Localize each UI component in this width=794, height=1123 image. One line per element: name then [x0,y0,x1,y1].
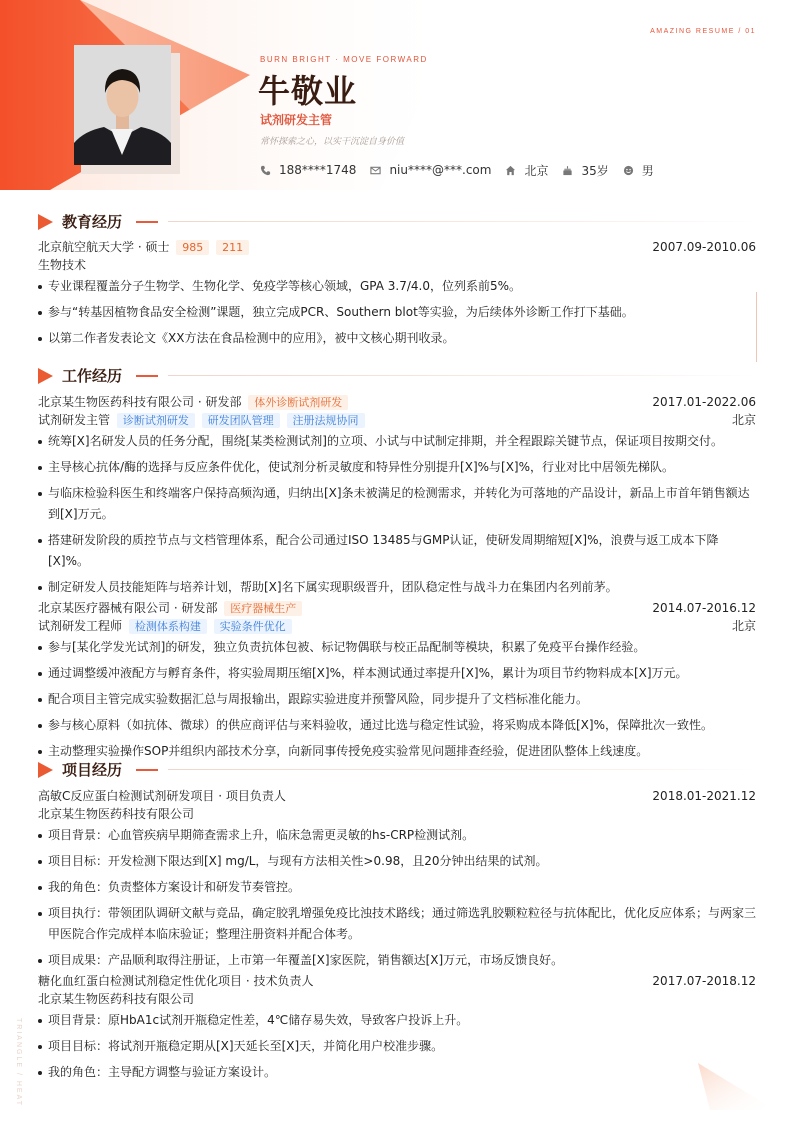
dept-tag: 体外诊断试剂研发 [248,395,348,410]
company: 北京某医疗器械有限公司 · 研发部 [38,601,218,615]
major: 生物技术 [38,258,87,272]
contact-phone: 188****1748 [260,163,356,177]
position: 试剂研发主管 [38,413,111,427]
job-period: 2017.01-2022.06 [652,395,756,409]
smile-icon [623,165,634,176]
list-item: 我的角色：负责整体方案设计和研发节奏管控。 [38,877,756,898]
job-header [38,599,756,617]
section-divider [168,221,756,222]
section-divider [168,375,756,376]
contact-city: 北京 [505,162,548,179]
section-dash [136,221,158,223]
job-bullets [38,431,756,598]
skill-tag: 实验条件优化 [214,619,292,634]
list-item: 搭建研发阶段的质控节点与文档管理体系，配合公司通过ISO 13485与GMP认证，使研发周期缩短[X]%，浪费与返工成本下降[X]%。 [38,530,756,572]
education-bullets [38,276,756,349]
contact-gender: 男 [623,162,654,179]
job-city: 北京 [731,413,756,427]
triangle-icon [38,762,53,778]
avatar [74,45,171,165]
page-tag: AMAZING RESUME / 01 [650,28,756,35]
skill-tag: 诊断试剂研发 [117,413,195,428]
project-bullets [38,1010,756,1083]
list-item: 项目成果：产品顺利取得注册证，上市第一年覆盖[X]家医院，销售额达[X]万元，市场反馈良好。 [38,950,756,971]
project-period: 2018.01-2021.12 [652,789,756,803]
project-org: 北京某生物医药科技有限公司 [38,992,195,1006]
education-section [38,212,756,354]
section-dash [136,375,158,377]
school-name: 北京航空航天大学 · 硕士 [38,240,170,254]
school-row [38,238,756,256]
home-icon [505,165,516,176]
contact-email: niu****@***.com [370,163,491,177]
job-period: 2014.07-2016.12 [652,601,756,615]
skill-tag: 研发团队管理 [202,413,280,428]
major-row [38,256,756,274]
project-org-row [38,805,756,823]
list-item: 通过调整缓冲液配方与孵育条件，将实验周期压缩[X]%，样本测试通过率提升[X]%，累计为项目节约物料成本[X]万元。 [38,663,756,684]
triangle-icon [38,214,53,230]
dept-tag: 医疗器械生产 [224,601,302,616]
skill-tag: 注册法规协同 [287,413,365,428]
contact-age: 35岁 [562,162,608,179]
list-item: 我的角色：主导配方调整与验证方案设计。 [38,1062,756,1083]
list-item: 配合项目主管完成实验数据汇总与周报输出，跟踪实验进度并预警风险，同步提升了文档标准化能力。 [38,689,756,710]
section-header [38,760,756,780]
position: 试剂研发工程师 [38,619,123,633]
section-header [38,366,756,386]
project-header [38,972,756,990]
phone-icon [260,165,271,176]
section-title: 教育经历 [62,213,123,231]
section-divider [168,769,756,770]
project-header [38,787,756,805]
target-role: 试剂研发主管 [260,113,333,127]
list-item: 项目背景：原HbA1c试剂开瓶稳定性差，4℃储存易失效，导致客户投诉上升。 [38,1010,756,1031]
motto: BURN BRIGHT · MOVE FORWARD [260,55,428,64]
list-item: 参与[某化学发光试剂]的研发，独立负责抗体包被、标记物偶联与校正品配制等模块，积累了免疫平台操作经验。 [38,637,756,658]
section-header [38,212,756,232]
section-title: 项目经历 [62,761,123,779]
list-item: 参与核心原料（如抗体、微球）的供应商评估与来料验收，通过比选与稳定性试验，将采购成本降低[X]%，保障批次一致性。 [38,715,756,736]
job-header [38,393,756,411]
accent-vertical-line [756,292,757,362]
list-item: 制定研发人员技能矩阵与培养计划，帮助[X]名下属实现职级晋升，团队稳定性与战斗力在集团内名列前茅。 [38,577,756,598]
list-item: 项目目标：将试剂开瓶稳定期从[X]天延长至[X]天，并简化用户校准步骤。 [38,1036,756,1057]
list-item: 以第二作者发表论文《XX方法在食品检测中的应用》，被中文核心期刊收录。 [38,328,756,349]
project-org-row [38,990,756,1008]
slogan: 常怀探索之心，以实干沉淀自身价值 [260,137,405,147]
list-item: 项目背景：心血管疾病早期筛查需求上升，临床急需更灵敏的hs-CRP检测试剂。 [38,825,756,846]
candidate-name: 牛敬业 [258,72,358,110]
project-bullets [38,825,756,971]
company: 北京某生物医药科技有限公司 · 研发部 [38,395,242,409]
project-name: 高敏C反应蛋白检测试剂研发项目 · 项目负责人 [38,789,286,803]
list-item: 项目目标：开发检测下限达到[X] mg/L，与现有方法相关性>0.98，且20分钟出结果的试剂。 [38,851,756,872]
skill-tag: 检测体系构建 [129,619,207,634]
project-period: 2017.07-2018.12 [652,974,756,988]
section-title: 工作经历 [62,367,123,385]
list-item: 与临床检验科医生和终端客户保持高频沟通，归纳出[X]条未被满足的检测需求，并转化为可落地的产品设计，新品上市首年销售额达到[X]万元。 [38,483,756,525]
list-item: 主导核心抗体/酶的选择与反应条件优化，使试剂分析灵敏度和特异性分别提升[X]%与[X]%，行业对比中居领先梯队。 [38,457,756,478]
mail-icon [370,165,381,176]
project-section [38,760,756,1088]
project-name: 糖化血红蛋白检测试剂稳定性优化项目 · 技术负责人 [38,974,314,988]
job-subheader [38,411,756,429]
list-item: 参与“转基因植物食品安全检测”课题，独立完成PCR、Southern blot等实验，为后续体外诊断工作打下基础。 [38,302,756,323]
section-dash [136,769,158,771]
job-bullets [38,637,756,762]
job-subheader [38,617,756,635]
list-item: 项目执行：带领团队调研文献与竞品，确定胶乳增强免疫比浊技术路线；通过筛选乳胶颗粒粒径与抗体配比，优化反应体系；与两家三甲医院合作完成样本临床验证；整理注册资料并配合体考。 [38,903,756,945]
job-city: 北京 [731,619,756,633]
contact-bar [260,162,668,178]
work-section [38,366,756,767]
education-period: 2007.09-2010.06 [652,240,756,254]
list-item: 主动整理实验操作SOP并组织内部技术分享，向新同事传授免疫实验常见问题排查经验，促进团队整体上线速度。 [38,741,756,762]
school-tag: 211 [216,240,249,255]
side-tag: TRIANGLE / HEAT [15,1018,22,1107]
project-org: 北京某生物医药科技有限公司 [38,807,195,821]
cake-icon [562,165,573,176]
list-item: 专业课程覆盖分子生物学、生物化学、免疫学等核心领域，GPA 3.7/4.0，位列系前5%。 [38,276,756,297]
triangle-icon [38,368,53,384]
school-tag: 985 [176,240,209,255]
list-item: 统筹[X]名研发人员的任务分配，围绕[某类检测试剂]的立项、小试与中试制定排期，并全程跟踪关键节点，保证项目按期交付。 [38,431,756,452]
